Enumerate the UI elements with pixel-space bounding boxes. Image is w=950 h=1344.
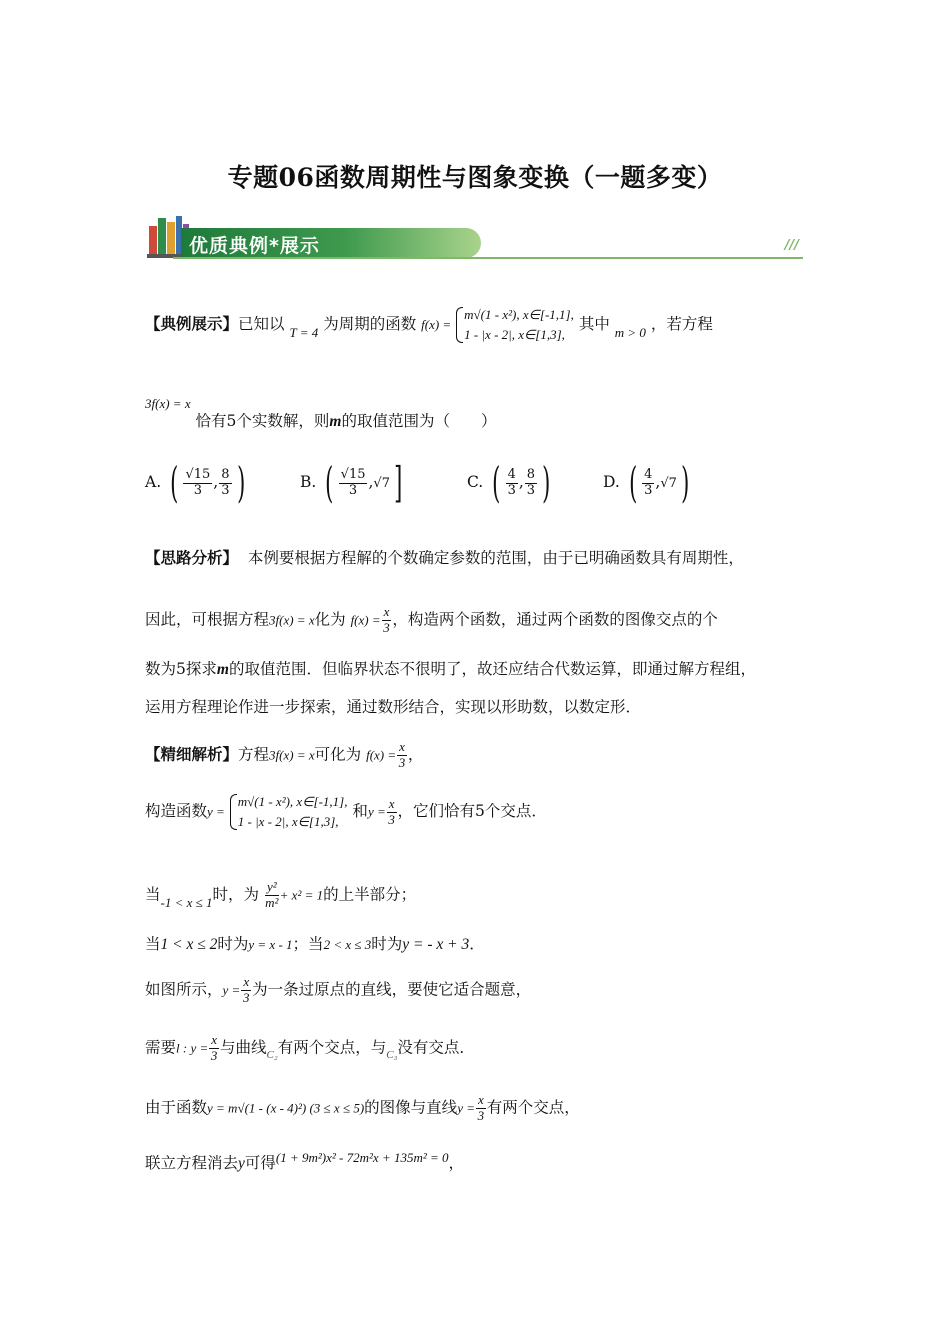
choice-c[interactable]: C. ( $\frac{4}{3}$ , $\frac{8}{3}$ )	[467, 458, 551, 507]
choice-a[interactable]: A. ( $\frac{√15}{3}$ , $\frac{8}{3}$ )	[145, 458, 245, 507]
solution-line-1: 【精细解析】方程3f(x) = x可化为 f(x) = $\frac{x}{3}$ ，	[145, 739, 424, 770]
analysis-line-2: 因此，可根据方程3f(x) = x化为 f(x) = $\frac{x}{3}$ ，构造两个函数，通过两个函数的图像交点的个	[145, 604, 718, 635]
banner-label: 优质典例*展示	[189, 235, 320, 257]
analysis-line-3: 数为5探求m的取值范围．但临界状态不很明了，故还应结合代数运算，即通过解方程组，	[145, 660, 756, 678]
solution-line-5: 如图所示，y = $\frac{x}{3}$ 为一条过原点的直线，要使它适合题意，	[145, 974, 532, 1005]
section-banner	[143, 212, 803, 262]
solution-line-3: 当$_{-1 < x \le 1}$时，为 $\frac{\text{y²}}{\text{m²}}$ + x² = 1的上半部分；	[145, 879, 417, 911]
piecewise-f: m√(1 - x²), x∈[-1,1], 1 - |x - 2|, x∈[1,3],	[456, 305, 574, 345]
example-line-1: 【典例展示】已知以 $_{T = 4}$ 为周期的函数 f(x) = m√(1 - x²), x∈[-1,1], 1 - |x - 2|, x∈[1,3], 其中 $_{m > 0}$ ，若方程	[145, 305, 713, 345]
analysis-line-4: 运用方程理论作进一步探索，通过数形结合，实现以形助数，以数定形．	[145, 698, 642, 716]
solution-line-6: 需要l : y = $\frac{x}{3}$ 与曲线$_{C_2}$有两个交点，与$_{C_3}$没有交点．	[145, 1032, 475, 1063]
banner-marks: ///	[784, 238, 799, 253]
choice-b[interactable]: B. ( $\frac{√15}{3}$ ,√7]	[300, 458, 403, 507]
solution-line-2: 构造函数y = m√(1 - x²), x∈[-1,1], 1 - |x - 2|, x∈[1,3], 和y = $\frac{x}{3}$ ，它们恰有5个交点．	[145, 792, 547, 832]
solution-line-4: 当1 < x ≤ 2时为y = x - 1；当2 < x ≤ 3时为y = - x + 3．	[145, 935, 485, 953]
solution-line-8: 联立方程消去y可得$^{(1 + 9m^2)x^2 - 72m^2x + 135m^2 = 0}$，	[145, 1150, 465, 1172]
example-line-2: $^{3f(x) = x}$ 恰有5个实数解，则m的取值范围为（ ）	[145, 396, 497, 430]
solution-line-7: 由于函数y = m√(1 - (x - 4)²) (3 ≤ x ≤ 5)的图像与直线y = $\frac{x}{3}$ 有两个交点，	[145, 1092, 580, 1123]
analysis-line-1: 【思路分析】 本例要根据方程解的个数确定参数的范围，由于已明确函数具有周期性，	[145, 548, 744, 567]
choice-d[interactable]: D. ( $\frac{4}{3}$ ,√7)	[603, 458, 690, 507]
page-title: 专题06函数周期性与图象变换（一题多变）	[227, 163, 723, 192]
